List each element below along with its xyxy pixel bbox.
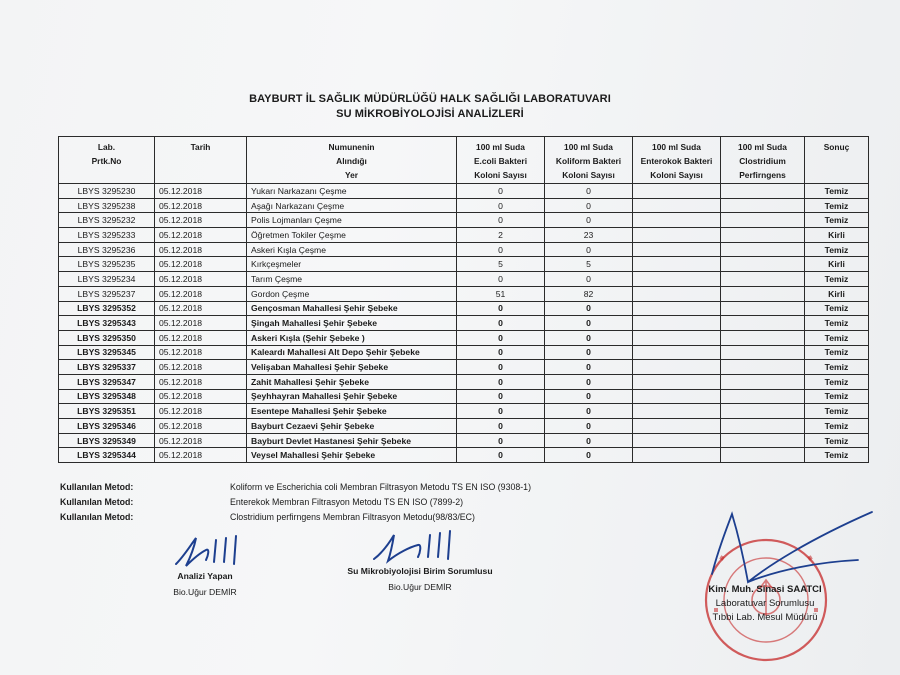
cell-lab-number: LBYS 3295238 <box>59 198 155 213</box>
cell-enterokok-count <box>633 345 721 360</box>
table-row <box>59 330 869 345</box>
cell-enterokok-count <box>633 242 721 257</box>
analyst-signature-block <box>150 571 260 597</box>
cell-enterokok-count <box>633 198 721 213</box>
cell-location: Gençosman Mahallesi Şehir Şebeke <box>247 301 457 316</box>
cell-enterokok-count <box>633 184 721 199</box>
analyst-name: Bio.Uğur DEMİR <box>173 587 237 597</box>
header-ecoli-line: E.coli Bakteri <box>473 156 528 166</box>
unit-head-name: Bio.Uğur DEMİR <box>388 582 452 592</box>
cell-lab-number: LBYS 3295349 <box>59 433 155 448</box>
cell-location: Zahit Mahallesi Şehir Şebeke <box>247 374 457 389</box>
cell-clostridium-count <box>721 404 805 419</box>
cell-enterokok-count <box>633 316 721 331</box>
cell-date: 05.12.2018 <box>155 389 247 404</box>
table-row <box>59 404 869 419</box>
table-row <box>59 213 869 228</box>
header-clostridium <box>721 137 805 184</box>
cell-ecoli-count: 0 <box>457 198 545 213</box>
table-row <box>59 257 869 272</box>
cell-location: Polis Lojmanları Çeşme <box>247 213 457 228</box>
cell-ecoli-count: 0 <box>457 433 545 448</box>
header-ecoli <box>457 137 545 184</box>
cell-lab-number: LBYS 3295348 <box>59 389 155 404</box>
cell-koliform-count: 0 <box>545 272 633 287</box>
cell-date: 05.12.2018 <box>155 242 247 257</box>
table-row <box>59 301 869 316</box>
cell-result: Temiz <box>805 198 869 213</box>
cell-lab-number: LBYS 3295237 <box>59 286 155 301</box>
unit-head-signature-block <box>330 566 510 592</box>
method-value: Enterekok Membran Filtrasyon Metodu TS EN ISO (7899-2) <box>230 497 464 507</box>
cell-enterokok-count <box>633 213 721 228</box>
cell-location: Şingah Mahallesi Şehir Şebeke <box>247 316 457 331</box>
method-label: Kullanılan Metod: <box>60 482 134 492</box>
cell-ecoli-count: 0 <box>457 184 545 199</box>
cell-location: Tarım Çeşme <box>247 272 457 287</box>
lab-head-signature-block <box>680 584 850 623</box>
table-row <box>59 360 869 375</box>
cell-date: 05.12.2018 <box>155 404 247 419</box>
table-row <box>59 448 869 463</box>
header-result <box>805 137 869 184</box>
table-row <box>59 272 869 287</box>
cell-clostridium-count <box>721 360 805 375</box>
cell-koliform-count: 0 <box>545 448 633 463</box>
table-row <box>59 316 869 331</box>
cell-result: Temiz <box>805 448 869 463</box>
cell-ecoli-count: 51 <box>457 286 545 301</box>
table-row <box>59 345 869 360</box>
cell-date: 05.12.2018 <box>155 257 247 272</box>
header-date-line: Tarih <box>190 142 211 152</box>
cell-result: Temiz <box>805 389 869 404</box>
cell-clostridium-count <box>721 389 805 404</box>
header-location <box>247 137 457 184</box>
cell-location: Öğretmen Tokiler Çeşme <box>247 228 457 243</box>
cell-location: Esentepe Mahallesi Şehir Şebeke <box>247 404 457 419</box>
cell-date: 05.12.2018 <box>155 345 247 360</box>
cell-location: Bayburt Devlet Hastanesi Şehir Şebeke <box>247 433 457 448</box>
cell-koliform-count: 0 <box>545 242 633 257</box>
document-subtitle: SU MİKROBİYOLOJİSİ ANALİZLERİ <box>336 108 524 120</box>
cell-enterokok-count <box>633 330 721 345</box>
cell-koliform-count: 0 <box>545 316 633 331</box>
header-koliform-line: Koliform Bakteri <box>555 156 622 166</box>
cell-clostridium-count <box>721 257 805 272</box>
results-table <box>58 136 869 463</box>
cell-enterokok-count <box>633 360 721 375</box>
cell-ecoli-count: 0 <box>457 448 545 463</box>
cell-lab-number: LBYS 3295351 <box>59 404 155 419</box>
cell-koliform-count: 0 <box>545 389 633 404</box>
table-body <box>59 184 869 463</box>
table-row <box>59 433 869 448</box>
header-clostridium-line: Perfirngens <box>739 170 786 180</box>
cell-clostridium-count <box>721 228 805 243</box>
header-ecoli-line: Koloni Sayısı <box>474 170 527 180</box>
table-row <box>59 228 869 243</box>
cell-clostridium-count <box>721 433 805 448</box>
cell-result: Temiz <box>805 301 869 316</box>
table-row <box>59 184 869 199</box>
cell-lab-number: LBYS 3295345 <box>59 345 155 360</box>
header-date <box>155 137 247 184</box>
cell-koliform-count: 0 <box>545 360 633 375</box>
cell-location: Kaleardı Mahallesi Alt Depo Şehir Şebeke <box>247 345 457 360</box>
cell-clostridium-count <box>721 184 805 199</box>
cell-ecoli-count: 0 <box>457 316 545 331</box>
cell-clostridium-count <box>721 330 805 345</box>
cell-enterokok-count <box>633 301 721 316</box>
cell-ecoli-count: 0 <box>457 345 545 360</box>
cell-clostridium-count <box>721 316 805 331</box>
table-row <box>59 242 869 257</box>
cell-lab-number: LBYS 3295236 <box>59 242 155 257</box>
header-lab-line: Lab. <box>97 142 116 152</box>
cell-result: Temiz <box>805 433 869 448</box>
cell-clostridium-count <box>721 374 805 389</box>
analyst-signature <box>170 530 260 572</box>
cell-enterokok-count <box>633 374 721 389</box>
cell-enterokok-count <box>633 389 721 404</box>
cell-date: 05.12.2018 <box>155 272 247 287</box>
cell-koliform-count: 0 <box>545 419 633 434</box>
cell-clostridium-count <box>721 301 805 316</box>
cell-date: 05.12.2018 <box>155 433 247 448</box>
cell-lab-number: LBYS 3295235 <box>59 257 155 272</box>
cell-location: Veysel Mahallesi Şehir Şebeke <box>247 448 457 463</box>
cell-location: Askeri Kışla (Şehir Şebeke ) <box>247 330 457 345</box>
cell-ecoli-count: 0 <box>457 301 545 316</box>
cell-enterokok-count <box>633 419 721 434</box>
cell-koliform-count: 82 <box>545 286 633 301</box>
cell-result: Kirli <box>805 228 869 243</box>
cell-location: Yukarı Narkazanı Çeşme <box>247 184 457 199</box>
cell-koliform-count: 0 <box>545 213 633 228</box>
cell-result: Temiz <box>805 213 869 228</box>
cell-result: Temiz <box>805 374 869 389</box>
table-row <box>59 419 869 434</box>
header-ecoli-line: 100 ml Suda <box>476 142 525 152</box>
header-koliform-line: 100 ml Suda <box>564 142 613 152</box>
cell-date: 05.12.2018 <box>155 316 247 331</box>
cell-lab-number: LBYS 3295234 <box>59 272 155 287</box>
table-row <box>59 198 869 213</box>
cell-ecoli-count: 0 <box>457 404 545 419</box>
cell-date: 05.12.2018 <box>155 360 247 375</box>
cell-date: 05.12.2018 <box>155 213 247 228</box>
cell-result: Temiz <box>805 330 869 345</box>
header-enterokok-line: 100 ml Suda <box>652 142 701 152</box>
cell-ecoli-count: 0 <box>457 360 545 375</box>
cell-clostridium-count <box>721 448 805 463</box>
cell-enterokok-count <box>633 433 721 448</box>
unit-head-signature <box>370 527 480 567</box>
cell-ecoli-count: 5 <box>457 257 545 272</box>
cell-koliform-count: 0 <box>545 330 633 345</box>
cell-result: Kirli <box>805 286 869 301</box>
table-header-row <box>59 137 869 184</box>
cell-clostridium-count <box>721 419 805 434</box>
header-location-line: Alındığı <box>336 156 367 166</box>
cell-clostridium-count <box>721 242 805 257</box>
cell-date: 05.12.2018 <box>155 198 247 213</box>
unit-head-role: Su Mikrobiyolojisi Birim Sorumlusu <box>347 566 493 576</box>
table-row <box>59 286 869 301</box>
cell-enterokok-count <box>633 404 721 419</box>
cell-date: 05.12.2018 <box>155 301 247 316</box>
header-koliform <box>545 137 633 184</box>
table-row <box>59 374 869 389</box>
table-row <box>59 389 869 404</box>
cell-koliform-count: 5 <box>545 257 633 272</box>
method-value: Clostridium perfirngens Membran Filtrasyon Metodu(98/83/EC) <box>230 512 475 522</box>
cell-lab-number: LBYS 3295346 <box>59 419 155 434</box>
document-title: BAYBURT İL SAĞLIK MÜDÜRLÜĞÜ HALK SAĞLIĞI LABORATUVARI <box>249 93 611 105</box>
header-result-line: Sonuç <box>823 142 850 152</box>
cell-koliform-count: 23 <box>545 228 633 243</box>
cell-ecoli-count: 0 <box>457 419 545 434</box>
header-koliform-line: Koloni Sayısı <box>562 170 615 180</box>
cell-ecoli-count: 0 <box>457 374 545 389</box>
cell-ecoli-count: 2 <box>457 228 545 243</box>
cell-result: Temiz <box>805 272 869 287</box>
cell-lab-number: LBYS 3295347 <box>59 374 155 389</box>
cell-date: 05.12.2018 <box>155 184 247 199</box>
cell-result: Temiz <box>805 316 869 331</box>
cell-lab-number: LBYS 3295352 <box>59 301 155 316</box>
cell-clostridium-count <box>721 345 805 360</box>
cell-koliform-count: 0 <box>545 433 633 448</box>
cell-ecoli-count: 0 <box>457 242 545 257</box>
cell-clostridium-count <box>721 272 805 287</box>
cell-clostridium-count <box>721 286 805 301</box>
cell-result: Kirli <box>805 257 869 272</box>
cell-location: Velişaban Mahallesi Şehir Şebeke <box>247 360 457 375</box>
cell-location: Askeri Kışla Çeşme <box>247 242 457 257</box>
cell-ecoli-count: 0 <box>457 330 545 345</box>
cell-lab-number: LBYS 3295337 <box>59 360 155 375</box>
header-location-line: Numunenin <box>328 142 375 152</box>
cell-lab-number: LBYS 3295343 <box>59 316 155 331</box>
header-enterokok-line: Koloni Sayısı <box>650 170 703 180</box>
cell-koliform-count: 0 <box>545 184 633 199</box>
cell-clostridium-count <box>721 213 805 228</box>
cell-location: Şeyhhayran Mahallesi Şehir Şebeke <box>247 389 457 404</box>
cell-date: 05.12.2018 <box>155 374 247 389</box>
cell-result: Temiz <box>805 360 869 375</box>
cell-date: 05.12.2018 <box>155 286 247 301</box>
cell-lab-number: LBYS 3295350 <box>59 330 155 345</box>
cell-lab-number: LBYS 3295233 <box>59 228 155 243</box>
cell-clostridium-count <box>721 198 805 213</box>
header-clostridium-line: 100 ml Suda <box>738 142 787 152</box>
cell-location: Aşağı Narkazanı Çeşme <box>247 198 457 213</box>
cell-date: 05.12.2018 <box>155 419 247 434</box>
header-lab <box>59 137 155 184</box>
analyst-role: Analizi Yapan <box>177 571 233 581</box>
header-enterokok-line: Enterokok Bakteri <box>640 156 713 166</box>
cell-koliform-count: 0 <box>545 374 633 389</box>
lab-head-title-2: Tıbbi Lab. Mesul Müdürü <box>712 612 818 623</box>
lab-head-name: Kim. Muh. Sinasi SAATCI <box>708 584 822 595</box>
cell-lab-number: LBYS 3295230 <box>59 184 155 199</box>
cell-date: 05.12.2018 <box>155 448 247 463</box>
method-value: Koliform ve Escherichia coli Membran Filtrasyon Metodu TS EN ISO (9308-1) <box>230 482 531 492</box>
cell-result: Temiz <box>805 404 869 419</box>
cell-ecoli-count: 0 <box>457 213 545 228</box>
cell-koliform-count: 0 <box>545 301 633 316</box>
cell-date: 05.12.2018 <box>155 228 247 243</box>
cell-location: Kırkçeşmeler <box>247 257 457 272</box>
cell-result: Temiz <box>805 345 869 360</box>
header-lab-line: Prtk.No <box>91 156 122 166</box>
cell-koliform-count: 0 <box>545 345 633 360</box>
cell-ecoli-count: 0 <box>457 389 545 404</box>
method-label: Kullanılan Metod: <box>60 512 134 522</box>
header-clostridium-line: Clostridium <box>739 156 786 166</box>
lab-head-title: Laboratuvar Sorumlusu <box>715 598 815 609</box>
method-label: Kullanılan Metod: <box>60 497 134 507</box>
cell-koliform-count: 0 <box>545 198 633 213</box>
cell-enterokok-count <box>633 257 721 272</box>
cell-result: Temiz <box>805 242 869 257</box>
cell-ecoli-count: 0 <box>457 272 545 287</box>
cell-result: Temiz <box>805 184 869 199</box>
header-location-line: Yer <box>344 170 359 180</box>
cell-enterokok-count <box>633 448 721 463</box>
cell-location: Bayburt Cezaevi Şehir Şebeke <box>247 419 457 434</box>
header-enterokok <box>633 137 721 184</box>
cell-location: Gordon Çeşme <box>247 286 457 301</box>
cell-date: 05.12.2018 <box>155 330 247 345</box>
cell-lab-number: LBYS 3295232 <box>59 213 155 228</box>
cell-enterokok-count <box>633 286 721 301</box>
cell-enterokok-count <box>633 272 721 287</box>
cell-koliform-count: 0 <box>545 404 633 419</box>
cell-result: Temiz <box>805 419 869 434</box>
cell-lab-number: LBYS 3295344 <box>59 448 155 463</box>
cell-enterokok-count <box>633 228 721 243</box>
